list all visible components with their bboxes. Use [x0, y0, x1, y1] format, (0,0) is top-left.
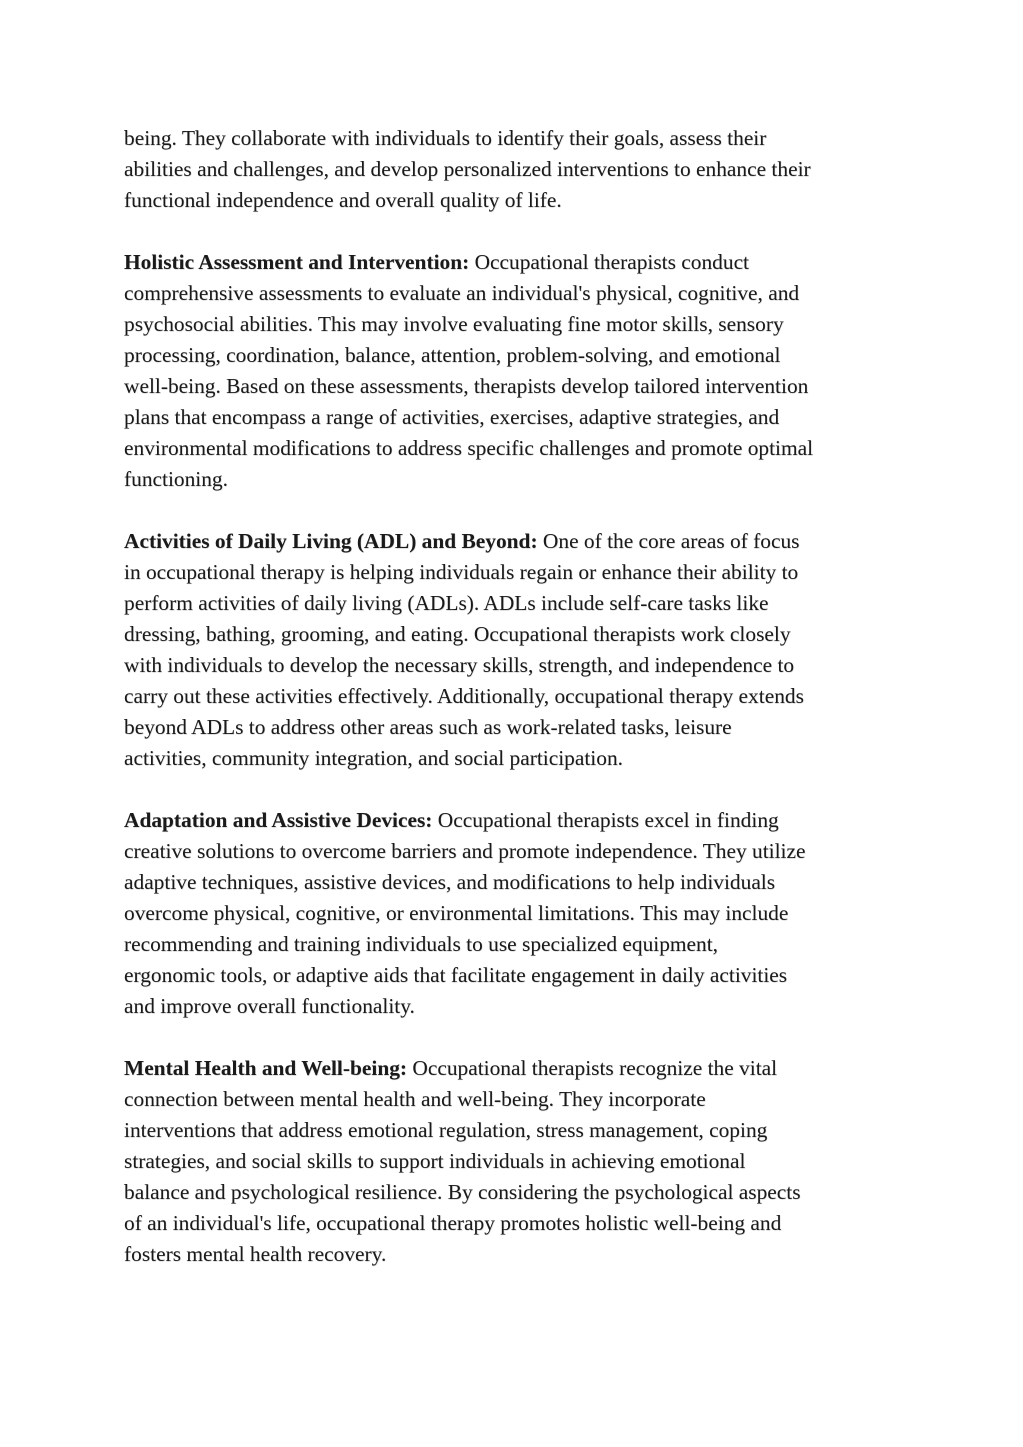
paragraph-line: with individuals to develop the necessary skills, strength, and independence to: [124, 653, 795, 677]
paragraph-line: psychosocial abilities. This may involve evaluating fine motor skills, sensory: [124, 312, 784, 336]
paragraph-line: creative solutions to overcome barriers and promote independence. They utilize: [124, 839, 806, 863]
section-heading: Mental Health and Well-being:: [124, 1056, 408, 1080]
paragraph-line: carry out these activities effectively. Additionally, occupational therapy extends: [124, 684, 804, 708]
paragraph-first-line: [124, 247, 914, 278]
section-mental-health: [124, 1053, 914, 1270]
heading-continuation: Occupational therapists excel in finding: [432, 808, 779, 832]
document-body: [124, 123, 914, 1301]
paragraph-line: well-being. Based on these assessments, therapists develop tailored intervention: [124, 374, 809, 398]
paragraph-line: processing, coordination, balance, attention, problem-solving, and emotional: [124, 343, 781, 367]
paragraph-line: and improve overall functionality.: [124, 994, 415, 1018]
paragraph-line: environmental modifications to address specific challenges and promote optimal: [124, 436, 814, 460]
paragraph-line: balance and psychological resilience. By considering the psychological aspects: [124, 1180, 801, 1204]
paragraph-line: ergonomic tools, or adaptive aids that facilitate engagement in daily activities: [124, 963, 788, 987]
paragraph-line: functional independence and overall quality of life.: [124, 188, 562, 212]
paragraph-line: functioning.: [124, 467, 228, 491]
section-heading: Activities of Daily Living (ADL) and Beyond:: [124, 529, 538, 553]
paragraph-line: comprehensive assessments to evaluate an individual's physical, cognitive, and: [124, 281, 800, 305]
paragraph-line: fosters mental health recovery.: [124, 1242, 387, 1266]
section-holistic-assessment: [124, 247, 914, 495]
section-activities-daily-living: [124, 526, 914, 774]
section-heading: Holistic Assessment and Intervention:: [124, 250, 470, 274]
paragraph-line: of an individual's life, occupational therapy promotes holistic well-being and: [124, 1211, 782, 1235]
heading-continuation: Occupational therapists conduct: [469, 250, 750, 274]
heading-continuation: One of the core areas of focus: [537, 529, 800, 553]
heading-continuation: Occupational therapists recognize the vital: [407, 1056, 778, 1080]
paragraph-line: perform activities of daily living (ADLs). ADLs include self-care tasks like: [124, 591, 769, 615]
paragraph-line: dressing, bathing, grooming, and eating. Occupational therapists work closely: [124, 622, 791, 646]
paragraph-first-line: [124, 1053, 914, 1084]
intro-paragraph: [124, 123, 914, 216]
paragraph-line: in occupational therapy is helping individuals regain or enhance their ability to: [124, 560, 799, 584]
paragraph-line: adaptive techniques, assistive devices, and modifications to help individuals: [124, 870, 776, 894]
paragraph-line: beyond ADLs to address other areas such as work-related tasks, leisure: [124, 715, 732, 739]
paragraph-line: recommending and training individuals to use specialized equipment,: [124, 932, 719, 956]
paragraph-first-line: [124, 805, 914, 836]
paragraph-line: plans that encompass a range of activities, exercises, adaptive strategies, and: [124, 405, 780, 429]
section-adaptation-assistive-devices: [124, 805, 914, 1022]
paragraph-line: interventions that address emotional regulation, stress management, coping: [124, 1118, 768, 1142]
paragraph-line: connection between mental health and well-being. They incorporate: [124, 1087, 706, 1111]
paragraph-line: activities, community integration, and social participation.: [124, 746, 623, 770]
paragraph-line: overcome physical, cognitive, or environmental limitations. This may include: [124, 901, 789, 925]
paragraph-line: strategies, and social skills to support individuals in achieving emotional: [124, 1149, 746, 1173]
paragraph-line: abilities and challenges, and develop personalized interventions to enhance their: [124, 157, 811, 181]
paragraph-first-line: [124, 526, 914, 557]
section-heading: Adaptation and Assistive Devices:: [124, 808, 433, 832]
paragraph-line: being. They collaborate with individuals to identify their goals, assess their: [124, 126, 767, 150]
